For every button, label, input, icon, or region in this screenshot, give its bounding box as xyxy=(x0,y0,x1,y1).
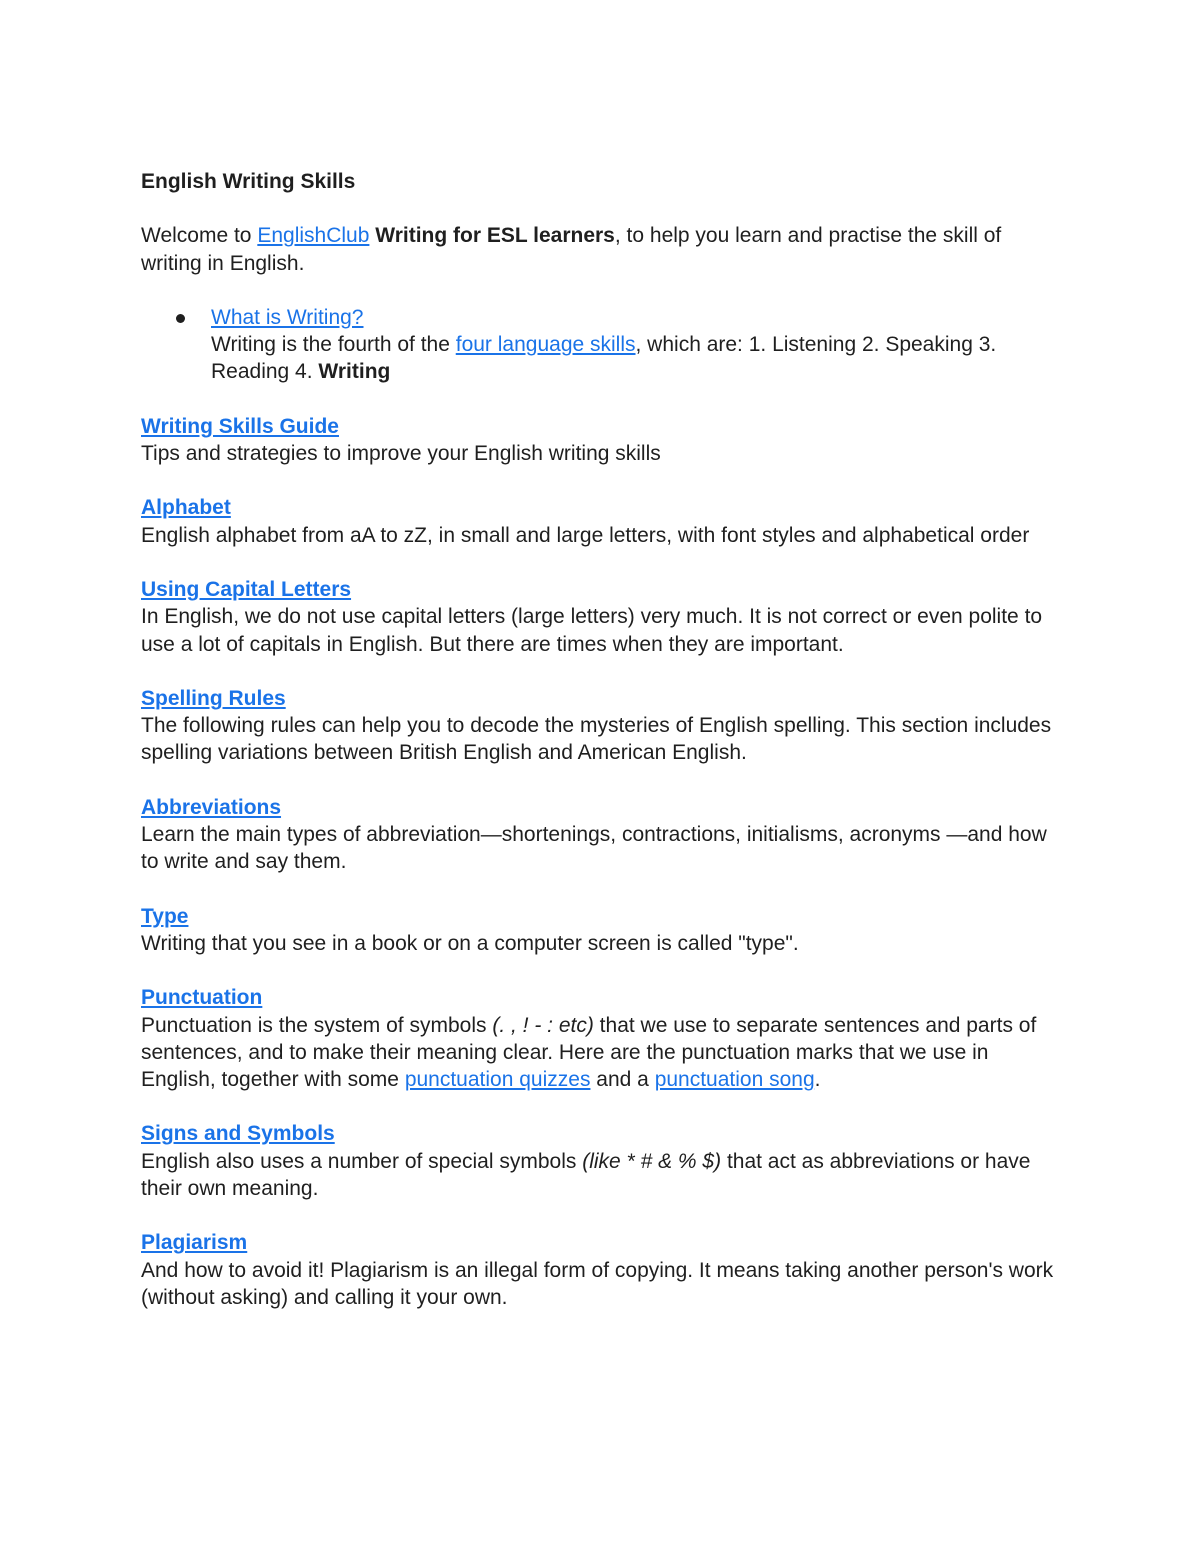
section-description: Punctuation is the system of symbols (. , ! - : etc) that we use to separate sentences and parts of sentences, and to make their meaning clear. Here are the punctuation marks that we use in English, together with some punctuation quizzes and a punctuation song. xyxy=(141,1013,1037,1092)
section-description: Learn the main types of abbreviation—shortenings, contractions, initialisms, acronyms —and how to write and say them. xyxy=(141,823,1047,874)
section-title-link[interactable]: Plagiarism xyxy=(141,1231,248,1255)
section-spelling-rules xyxy=(141,685,1056,767)
section-description: And how to avoid it! Plagiarism is an illegal form of copying. It means taking another person's work (without asking) and calling it your own. xyxy=(141,1258,1054,1309)
section-description: Tips and strategies to improve your English writing skills xyxy=(141,442,661,466)
section-writing-skills-guide xyxy=(141,413,1056,468)
section-description: Writing that you see in a book or on a computer screen is called "type". xyxy=(141,931,799,955)
intro-suffix: , to help you learn and practise the skill of writing in English. xyxy=(141,224,1002,275)
section-title-link[interactable]: Type xyxy=(141,904,189,928)
section-description: In English, we do not use capital letters (large letters) very much. It is not correct or even polite to use a lot of capitals in English. But there are times when they are important. xyxy=(141,605,1043,656)
section-title-link[interactable]: Abbreviations xyxy=(141,795,282,819)
englishclub-link[interactable]: EnglishClub xyxy=(257,224,370,248)
bullet-bold-end: Writing xyxy=(318,360,391,384)
symbols-italic: (like * # & % $) xyxy=(582,1149,722,1173)
bullet-icon xyxy=(176,314,185,323)
section-title-link[interactable]: Spelling Rules xyxy=(141,686,286,710)
section-signs-and-symbols xyxy=(141,1120,1056,1202)
section-description: English also uses a number of special symbols (like * # & % $) that act as abbreviations or have their own meaning. xyxy=(141,1149,1031,1201)
punctuation-symbols-italic: (. , ! - : etc) xyxy=(492,1013,594,1037)
section-plagiarism xyxy=(141,1229,1056,1311)
intro-prefix: Welcome to xyxy=(141,224,258,248)
section-description: English alphabet from aA to zZ, in small and large letters, with font styles and alphabetical order xyxy=(141,523,1030,547)
bullet-text-before: Writing is the fourth of the xyxy=(211,333,456,357)
intro-bold-text: Writing for ESL learners xyxy=(375,224,615,248)
section-title-link[interactable]: Writing Skills Guide xyxy=(141,414,339,438)
bullet-list xyxy=(141,304,1056,386)
section-capital-letters xyxy=(141,576,1056,658)
section-abbreviations xyxy=(141,794,1056,876)
intro-paragraph xyxy=(141,222,1056,277)
section-punctuation xyxy=(141,984,1056,1093)
document-title: English Writing Skills xyxy=(141,170,356,193)
section-title-link[interactable]: Using Capital Letters xyxy=(141,577,352,601)
section-alphabet xyxy=(141,494,1056,549)
document-page xyxy=(141,168,1056,1338)
punctuation-quizzes-link[interactable]: punctuation quizzes xyxy=(404,1068,591,1092)
punctuation-song-link[interactable]: punctuation song xyxy=(654,1068,815,1092)
what-is-writing-link[interactable]: What is Writing? xyxy=(211,305,364,329)
section-type xyxy=(141,903,1056,958)
section-description: The following rules can help you to decode the mysteries of English spelling. This section includes spelling variations between British English and American English. xyxy=(141,714,1052,765)
bullet-text-after: , which are: 1. Listening 2. Speaking 3. Reading 4. xyxy=(211,333,997,384)
section-title-link[interactable]: Punctuation xyxy=(141,986,263,1010)
list-item xyxy=(211,304,1056,386)
section-title-link[interactable]: Signs and Symbols xyxy=(141,1122,335,1146)
section-title-link[interactable]: Alphabet xyxy=(141,496,231,520)
four-language-skills-link[interactable]: four language skills xyxy=(455,333,636,357)
